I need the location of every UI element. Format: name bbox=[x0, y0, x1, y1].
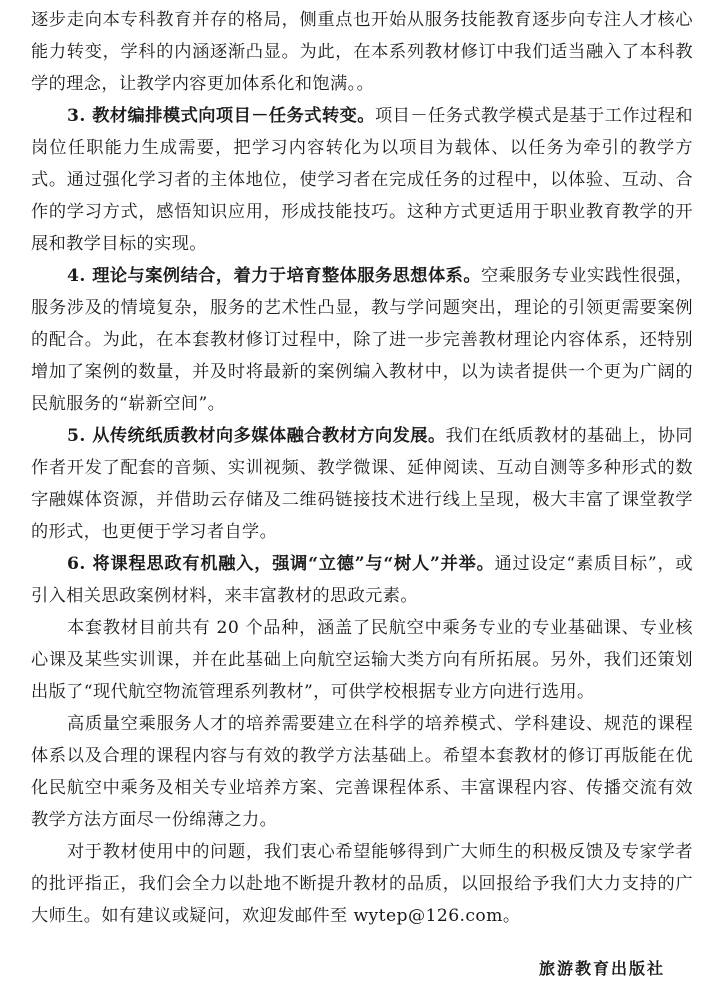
paragraph-item-5 bbox=[31, 420, 693, 548]
paragraph-item-6 bbox=[31, 548, 693, 612]
paragraph-series-overview bbox=[31, 612, 693, 708]
paragraph-item-4 bbox=[31, 260, 693, 420]
paragraph-feedback bbox=[31, 836, 693, 932]
paragraph-heading: 4. 理论与案例结合，着力于培育整体服务思想体系。 bbox=[67, 266, 481, 286]
paragraph-item-3 bbox=[31, 100, 693, 260]
paragraph-text: 我们在纸质教材的基础上，协同作者开发了配套的音频、实训视频、教学微课、延伸阅读、互动自测等多种形式的数字融媒体资源，并借助云存储及二维码链接技术进行线上呈现，极大丰富了课堂教学的形式，也更便于学习者自学。 bbox=[31, 426, 693, 542]
paragraph-continuation bbox=[31, 4, 693, 100]
paragraph-text: 逐步走向本专科教育并存的格局，侧重点也开始从服务技能教育逐步向专注人才核心能力转变，学科的内涵逐渐凸显。为此，在本系列教材修订中我们适当融入了本科教学的理念，让教学内容更加体系化和饱满。。 bbox=[31, 10, 693, 94]
publisher-signature: 旅游教育出版社 bbox=[538, 959, 665, 978]
paragraph-text: 高质量空乘服务人才的培养需要建立在科学的培养模式、学科建设、规范的课程体系以及合理的课程内容与有效的教学方法基础上。希望本套教材的修订再版能在优化民航空中乘务及相关专业培养方案、完善课程体系、丰富课程内容、传播交流有效教学方法方面尽一份绵薄之力。 bbox=[31, 714, 693, 830]
paragraph-heading: 6. 将课程思政有机融入，强调“立德”与“树人”并举。 bbox=[67, 554, 495, 574]
paragraph-heading: 3. 教材编排模式向项目－任务式转变。 bbox=[67, 106, 375, 126]
paragraph-text: 本套教材目前共有 20 个品种，涵盖了民航空中乘务专业的专业基础课、专业核心课及某些实训课，并在此基础上向航空运输大类方向有所拓展。另外，我们还策划出版了“现代航空物流管理系列教材”，可供学校根据专业方向进行选用。 bbox=[31, 618, 693, 702]
paragraph-heading: 5. 从传统纸质教材向多媒体融合教材方向发展。 bbox=[67, 426, 446, 446]
paragraph-quality-goal bbox=[31, 708, 693, 836]
paragraph-text: 项目－任务式教学模式是基于工作过程和岗位任职能力生成需要，把学习内容转化为以项目为载体、以任务为牵引的教学方式。通过强化学习者的主体地位，使学习者在完成任务的过程中，以体验、互动、合作的学习方式，感悟知识应用，形成技能技巧。这种方式更适用于职业教育教学的开展和教学目标的实现。 bbox=[31, 106, 694, 254]
paragraph-text: 通过设定“素质目标”，或引入相关思政案例材料，来丰富教材的思政元素。 bbox=[31, 554, 694, 606]
paragraph-text: 空乘服务专业实践性很强，服务涉及的情境复杂，服务的艺术性凸显，教与学问题突出，理论的引领更需要案例的配合。为此，在本套教材修订过程中，除了进一步完善教材理论内容体系，还特别增加了案例的数量，并及时将最新的案例编入教材中，以为读者提供一个更为广阔的民航服务的“崭新空间”。 bbox=[31, 266, 693, 414]
paragraph-text: 对于教材使用中的问题，我们衷心希望能够得到广大师生的积极反馈及专家学者的批评指正，我们会全力以赴地不断提升教材的品质，以回报给予我们大力支持的广大师生。如有建议或疑问，欢迎发邮件至 wytep@126.com。 bbox=[31, 842, 693, 926]
document-body bbox=[31, 4, 693, 932]
